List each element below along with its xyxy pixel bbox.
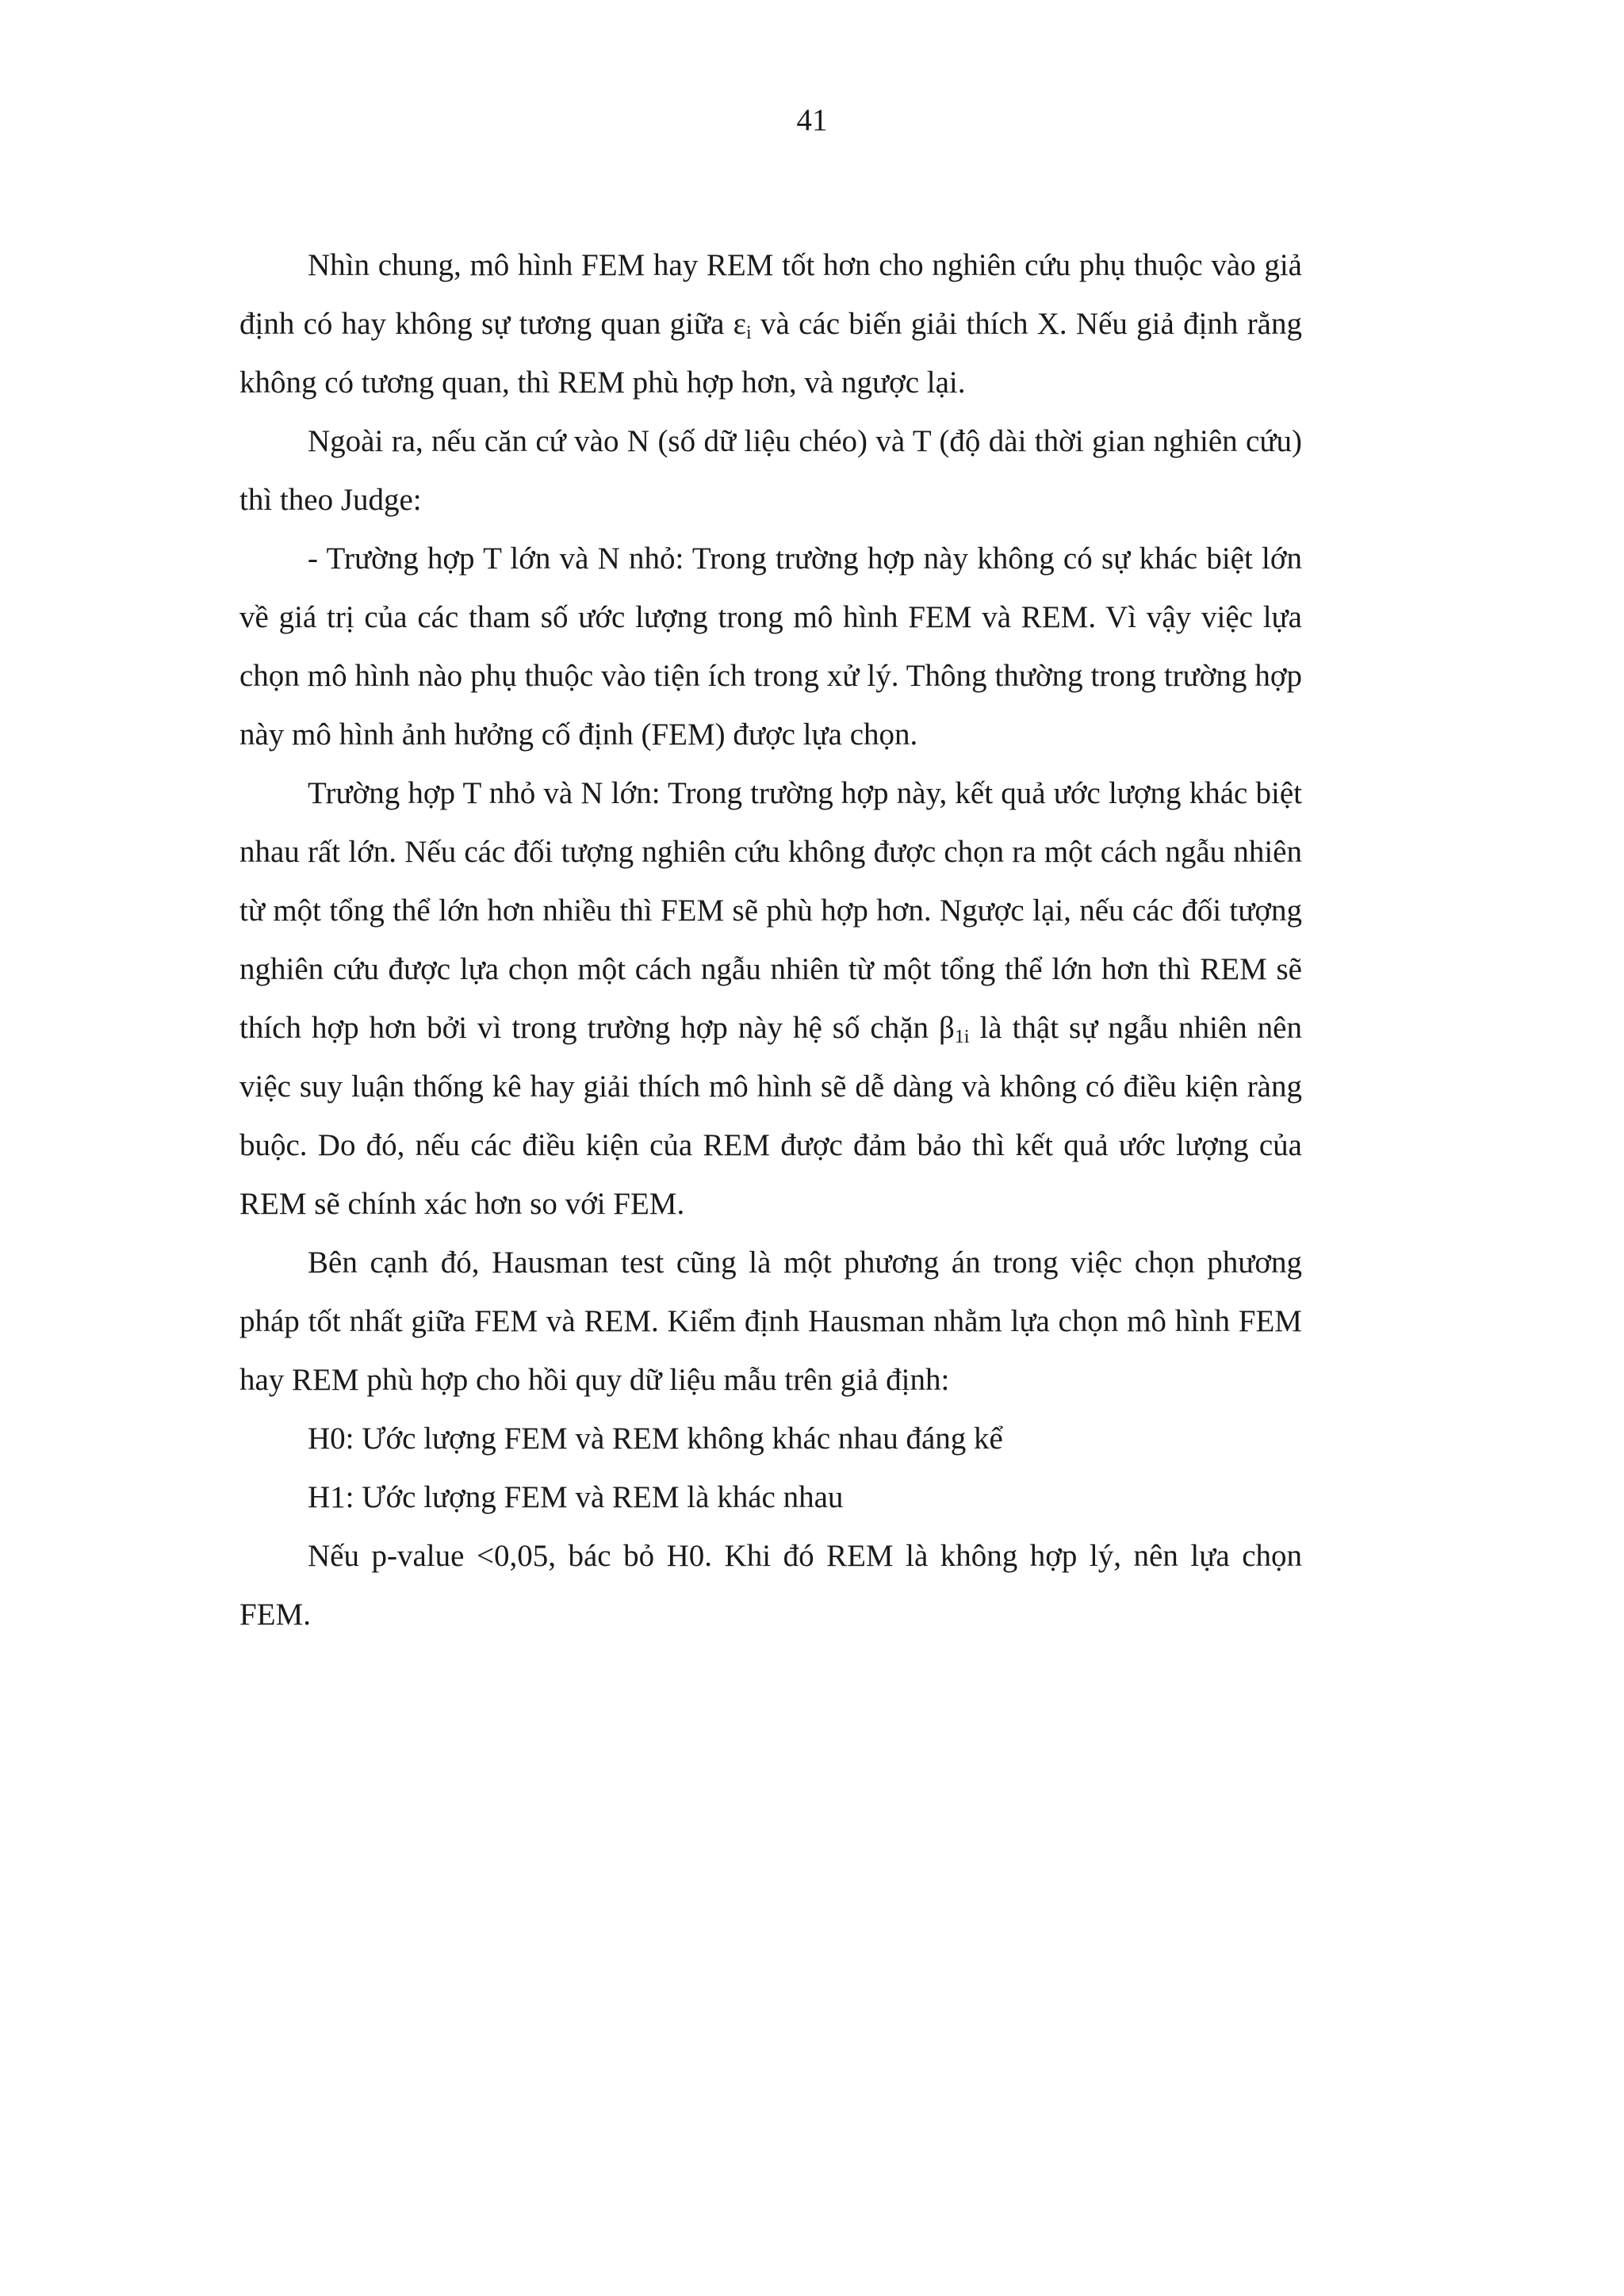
- paragraph-text: Nhìn chung, mô hình FEM hay REM tốt hơn cho nghiên cứu phụ thuộc vào giả định có hay không sự tương quan giữa ε: [239, 248, 1302, 341]
- paragraph-case-t-large: - Trường hợp T lớn và N nhỏ: Trong trường hợp này không có sự khác biệt lớn về giá trị của các tham số ước lượng trong mô hình FEM và REM. Vì vậy việc lựa chọn mô hình nào phụ thuộc vào tiện ích trong xử lý. Thông thường trong trường hợp này mô hình ảnh hưởng cố định (FEM) được lựa chọn.: [239, 541, 1302, 752]
- paragraph-fem-rem-overview: [239, 236, 1302, 412]
- document-body: [239, 236, 1302, 1644]
- paragraph-case-t-small: [239, 764, 1302, 1234]
- paragraph-text: và các biến giải thích X. Nếu giả định rằng không có tương quan, thì REM phù hợp hơn, và ngược lại.: [239, 307, 1302, 400]
- paragraph-text: là thật sự ngẫu nhiên nên việc suy luận thống kê hay giải thích mô hình sẽ dễ dàng và không có điều kiện ràng buộc. Do đó, nếu các điều kiện của REM được đảm bảo thì kết quả ước lượng của REM sẽ chính xác hơn so với FEM.: [239, 1011, 1302, 1221]
- paragraph-text: Trường hợp T nhỏ và N lớn: Trong trường hợp này, kết quả ước lượng khác biệt nhau rất lớn. Nếu các đối tượng nghiên cứu không được chọn ra một cách ngẫu nhiên từ một tổng thể lớn hơn nhiều thì FEM sẽ phù hợp hơn. Ngược lại, nếu các đối tượng nghiên cứu được lựa chọn một cách ngẫu nhiên từ một tổng thể lớn hơn thì REM sẽ thích hợp hơn bởi vì trong trường hợp này hệ số chặn β: [239, 776, 1302, 1045]
- paragraph-decision-rule: Nếu p-value <0,05, bác bỏ H0. Khi đó REM là không hợp lý, nên lựa chọn FEM.: [239, 1539, 1302, 1632]
- paragraph-hypothesis-h0: H0: Ước lượng FEM và REM không khác nhau đáng kể: [308, 1422, 1003, 1456]
- paragraph-hypothesis-h1: H1: Ước lượng FEM và REM là khác nhau: [308, 1480, 844, 1514]
- subscript: i: [746, 323, 752, 343]
- paragraph-judge-intro: Ngoài ra, nếu căn cứ vào N (số dữ liệu chéo) và T (độ dài thời gian nghiên cứu) thì theo Judge:: [239, 424, 1302, 517]
- page-number: 41: [796, 103, 828, 137]
- subscript: 1i: [954, 1027, 970, 1047]
- paragraph-hausman-test: Bên cạnh đó, Hausman test cũng là một phương án trong việc chọn phương pháp tốt nhất giữa FEM và REM. Kiểm định Hausman nhằm lựa chọn mô hình FEM hay REM phù hợp cho hồi quy dữ liệu mẫu trên giả định:: [239, 1246, 1302, 1397]
